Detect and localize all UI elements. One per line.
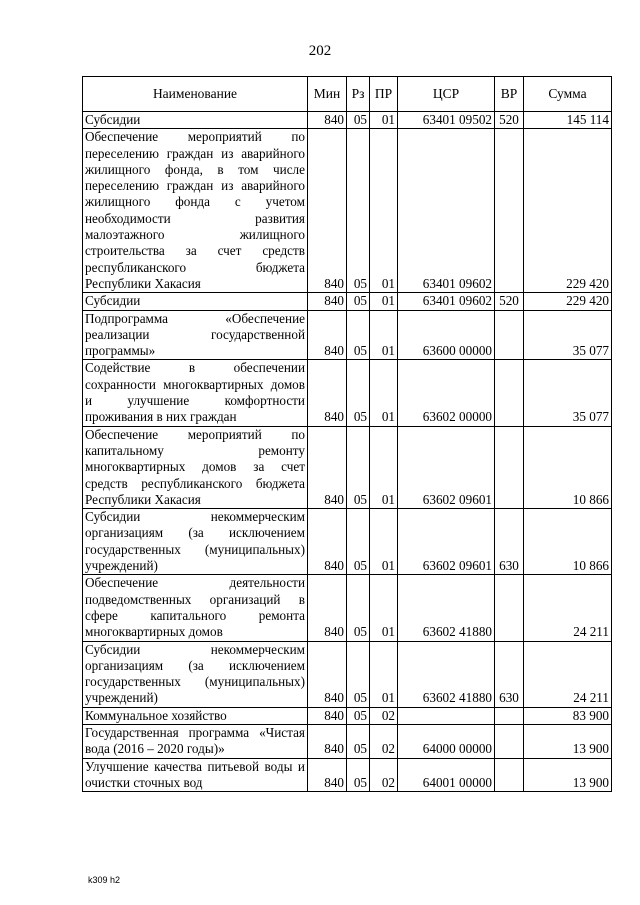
header-vr: ВР	[495, 77, 524, 112]
row-sum: 10 866	[524, 509, 612, 575]
row-sum: 24 211	[524, 641, 612, 707]
row-sum: 13 900	[524, 758, 612, 792]
row-csr	[398, 707, 495, 724]
table-row	[83, 310, 612, 360]
row-vr: 520	[495, 293, 524, 310]
row-sum: 13 900	[524, 724, 612, 758]
row-name: Обеспечение деятельности подведомственных организаций в сфере капитального ремонта многоквартирных домов	[83, 575, 308, 641]
table-row	[83, 641, 612, 707]
row-vr: 630	[495, 509, 524, 575]
row-pr: 01	[370, 575, 398, 641]
row-csr: 64001 00000	[398, 758, 495, 792]
row-min: 840	[308, 641, 347, 707]
row-rz: 05	[347, 575, 370, 641]
row-vr	[495, 707, 524, 724]
row-sum: 24 211	[524, 575, 612, 641]
row-pr: 01	[370, 293, 398, 310]
row-rz: 05	[347, 641, 370, 707]
row-sum: 35 077	[524, 310, 612, 360]
row-rz: 05	[347, 310, 370, 360]
row-csr: 63602 09601	[398, 426, 495, 508]
row-vr	[495, 360, 524, 426]
row-name: Обеспечение мероприятий по переселению граждан из аварийного жилищного фонда, в том числе переселению граждан из аварийного жилищного фонда с учетом необходимости развития малоэтажного жилищного строительства за счет средств республиканского бюджета Республики Хакасия	[83, 129, 308, 293]
row-min: 840	[308, 293, 347, 310]
table-row	[83, 575, 612, 641]
row-sum: 229 420	[524, 293, 612, 310]
row-min: 840	[308, 509, 347, 575]
row-rz: 05	[347, 112, 370, 129]
row-name: Подпрограмма «Обеспечение реализации государственной программы»	[83, 310, 308, 360]
row-sum: 35 077	[524, 360, 612, 426]
row-rz: 05	[347, 724, 370, 758]
row-vr	[495, 724, 524, 758]
row-csr: 63401 09602	[398, 293, 495, 310]
row-vr	[495, 310, 524, 360]
table-row	[83, 758, 612, 792]
row-min: 840	[308, 758, 347, 792]
row-sum: 145 114	[524, 112, 612, 129]
row-min: 840	[308, 310, 347, 360]
row-sum: 83 900	[524, 707, 612, 724]
row-min: 840	[308, 360, 347, 426]
row-sum: 10 866	[524, 426, 612, 508]
header-pr: ПР	[370, 77, 398, 112]
row-rz: 05	[347, 509, 370, 575]
row-pr: 01	[370, 641, 398, 707]
row-min: 840	[308, 724, 347, 758]
row-min: 840	[308, 112, 347, 129]
row-pr: 01	[370, 129, 398, 293]
table-header-row	[83, 77, 612, 112]
table-row	[83, 112, 612, 129]
row-pr: 01	[370, 426, 398, 508]
row-name: Коммунальное хозяйство	[83, 707, 308, 724]
row-csr: 63401 09602	[398, 129, 495, 293]
row-name: Государственная программа «Чистая вода (2016 – 2020 годы)»	[83, 724, 308, 758]
header-csr: ЦСР	[398, 77, 495, 112]
row-csr: 63602 41880	[398, 575, 495, 641]
table-row	[83, 129, 612, 293]
row-pr: 02	[370, 724, 398, 758]
row-name: Субсидии некоммерческим организациям (за исключением государственных (муниципальных) учреждений)	[83, 641, 308, 707]
row-vr: 630	[495, 641, 524, 707]
row-csr: 63401 09502	[398, 112, 495, 129]
row-rz: 05	[347, 360, 370, 426]
row-pr: 02	[370, 758, 398, 792]
row-csr: 63600 00000	[398, 310, 495, 360]
table-row	[83, 707, 612, 724]
row-rz: 05	[347, 293, 370, 310]
header-name: Наименование	[83, 77, 308, 112]
row-rz: 05	[347, 426, 370, 508]
table-row	[83, 509, 612, 575]
row-vr: 520	[495, 112, 524, 129]
row-csr: 64000 00000	[398, 724, 495, 758]
row-sum: 229 420	[524, 129, 612, 293]
row-vr	[495, 758, 524, 792]
row-name: Содействие в обеспечении сохранности многоквартирных домов и улучшение комфортности проживания в них граждан	[83, 360, 308, 426]
row-name: Улучшение качества питьевой воды и очистки сточных вод	[83, 758, 308, 792]
table-row	[83, 293, 612, 310]
table-row	[83, 360, 612, 426]
row-min: 840	[308, 707, 347, 724]
row-pr: 02	[370, 707, 398, 724]
row-name: Субсидии	[83, 112, 308, 129]
budget-table	[82, 76, 612, 792]
row-min: 840	[308, 129, 347, 293]
table-row	[83, 724, 612, 758]
row-rz: 05	[347, 758, 370, 792]
header-min: Мин	[308, 77, 347, 112]
footer-document-code: k309 h2	[88, 875, 121, 885]
row-rz: 05	[347, 707, 370, 724]
row-csr: 63602 41880	[398, 641, 495, 707]
header-sum: Сумма	[524, 77, 612, 112]
row-vr	[495, 129, 524, 293]
row-pr: 01	[370, 360, 398, 426]
header-rz: Рз	[347, 77, 370, 112]
row-csr: 63602 09601	[398, 509, 495, 575]
row-csr: 63602 00000	[398, 360, 495, 426]
row-min: 840	[308, 575, 347, 641]
row-pr: 01	[370, 112, 398, 129]
row-name: Субсидии	[83, 293, 308, 310]
row-pr: 01	[370, 310, 398, 360]
row-name: Субсидии некоммерческим организациям (за исключением государственных (муниципальных) учреждений)	[83, 509, 308, 575]
row-min: 840	[308, 426, 347, 508]
row-name: Обеспечение мероприятий по капитальному ремонту многоквартирных домов за счет средств республиканского бюджета Республики Хакасия	[83, 426, 308, 508]
row-vr	[495, 575, 524, 641]
row-pr: 01	[370, 509, 398, 575]
row-vr	[495, 426, 524, 508]
page-number: 202	[308, 43, 332, 59]
row-rz: 05	[347, 129, 370, 293]
table-row	[83, 426, 612, 508]
